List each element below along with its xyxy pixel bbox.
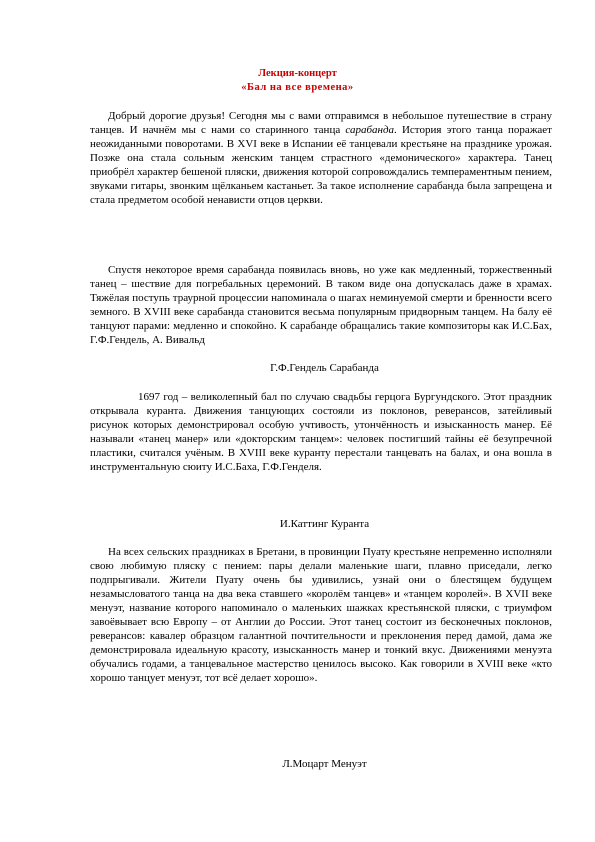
paragraph-courante: 1697 год – великолепный бал по случаю свадьбы герцога Бургундского. Этот праздник открывала куранта. Движения танцующих состояли из поклонов, реверансов, затейливый рисунок которых демонстрировал особую учтивость, утончённость и изысканность манер. Её называли «танец манер» или «докторским танцем»: человек постигший тайны её безупречной пластики, считался учёным. В XVIII веке куранту перестали танцевать на балах, и она вошла в инструментальную сюиту И.С.Баха, Г.Ф.Генделя. (90, 391, 552, 473)
title-line-2: «Бал на все времена» (241, 82, 354, 93)
italic-term-sarabande: сарабанда (345, 124, 395, 136)
paragraph-minuet: На всех сельских праздниках в Бретани, в провинции Пуату крестьяне непременно исполняли свою любимую пляску с пением: пары делали маленькие шаги, плавно приседали, легко подпрыгивали. Жители Пуату очень бы удивились, узнай они о блестящем будущем незамысловатого танца на два века ставшего «королём танцев» и «танцем королей». В XVII веке менуэт, название которого напоминало о маленьких шажках крестьянской пляски, с триумфом завоёвывает всю Европу – от Англии до России. Этот танец состоит из бесконечных поклонов, реверансов: кавалер образцом галантной почтительности и преклонения перед дамой, дама же демонстрировала идеальную красоту, изысканность манер и тонкий вкус. Движениями менуэта обучались годами, а танцевальное мастерство ценилось высоко. Как говорили в XVIII веке «кто хорошо танцует менуэт, тот всё делает хорошо». (90, 546, 552, 684)
paragraph-text: Добрый дорогие друзья! Сегодня мы с вами отправимся в небольшое путешествие в страну танцев. И начнём мы с нами со старинного танца (90, 110, 552, 136)
music-piece-minuet: Л.Моцарт Менуэт (282, 758, 367, 770)
music-piece-courante: И.Каттинг Куранта (279, 518, 370, 530)
music-piece-sarabande: Г.Ф.Гендель Сарабанда (270, 362, 379, 374)
paragraph-sarabande-history: Спустя некоторое время сарабанда появилась вновь, но уже как медленный, торжественный танец – шествие для погребальных церемоний. В таком виде она допускалась даже в храмах. Тяжёлая поступь траурной процессии напоминала о шагах неминуемой смерти и бренности всего земного. В XVIII веке сарабанда становится весьма популярным придворным танцем. На балу её танцуют парами: медленно и спокойно. К сарабанде обращались такие композиторы как И.С.Бах, Г.Ф.Гендель, А. Вивальд (90, 264, 552, 346)
title-line-1: Лекция-концерт (258, 68, 337, 79)
paragraph-text: . История этого танца поражает неожиданными поворотами. В XVI веке в Испании её танцевали крестьяне на празднике урожая. Позже она стала сольным женским танцем страстного «демонического» характера. Танец приобрёл характер бешеной пляски, движения которой сопровождались темпераментным пением, звуками гитары, звонким щёлканьем кастаньет. За такое исполнение сарабанда была запрещена и стала предметом особой ненависти отцов церкви. (90, 124, 552, 206)
paragraph-sarabande-intro (90, 109, 552, 207)
